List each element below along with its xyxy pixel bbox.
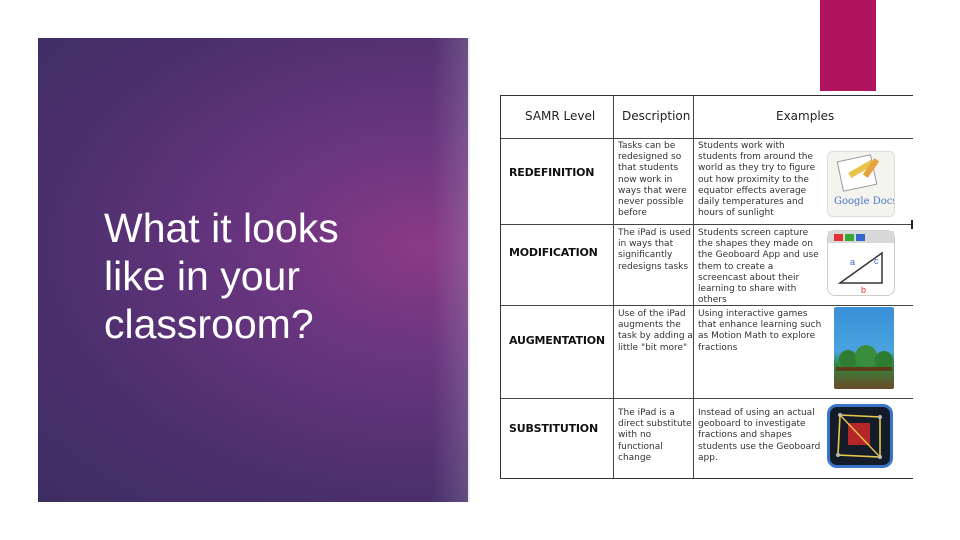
row-divider xyxy=(501,398,913,399)
level-redefinition: REDEFINITION xyxy=(509,166,595,179)
accent-bar xyxy=(820,0,876,91)
level-modification: MODIFICATION xyxy=(509,246,598,259)
panel-edge-shadow xyxy=(432,38,470,502)
row-divider xyxy=(501,224,913,225)
level-substitution: SUBSTITUTION xyxy=(509,422,598,435)
screencast-app-icon xyxy=(827,230,895,296)
description-cell: Tasks can be redesigned so that students now work in ways that were never possible before xyxy=(618,141,687,219)
table-header-divider xyxy=(501,138,913,139)
svg-text:c: c xyxy=(874,256,879,266)
motion-math-screenshot xyxy=(834,307,894,389)
example-cell: Students screen capture the shapes they made on the Geoboard App and use them to create a screencast about their learning to share with others xyxy=(698,228,819,306)
description-cell: Use of the iPad augments the task by adding a little "bit more" xyxy=(618,309,693,353)
description-cell: The iPad is a direct substitute with no functional change xyxy=(618,408,692,463)
header-description: Description xyxy=(622,109,691,123)
svg-text:b: b xyxy=(861,285,867,295)
google-docs-label: Google Docs xyxy=(834,196,894,207)
column-divider xyxy=(613,96,614,478)
slide-title: What it looks like in your classroom? xyxy=(104,205,339,347)
google-docs-icon xyxy=(827,151,895,217)
samr-table xyxy=(500,95,913,479)
geoboard-app-icon xyxy=(827,404,893,468)
description-cell: The iPad is used in ways that significantly redesigns tasks xyxy=(618,228,691,272)
header-examples: Examples xyxy=(776,109,835,123)
example-cell: Students work with students from around the world as they try to figure out how proximity to the equator effects average daily temperatures and hours of sunlight xyxy=(698,141,816,219)
svg-text:a: a xyxy=(850,257,856,267)
header-samr-level: SAMR Level xyxy=(525,109,596,123)
example-cell: Using interactive games that enhance learning such as Motion Math to explore fractions xyxy=(698,309,822,353)
edge-mark xyxy=(911,220,913,229)
level-augmentation: AUGMENTATION xyxy=(509,334,605,347)
example-cell: Instead of using an actual geoboard to investigate fractions and shapes students use the Geoboard app. xyxy=(698,408,821,463)
